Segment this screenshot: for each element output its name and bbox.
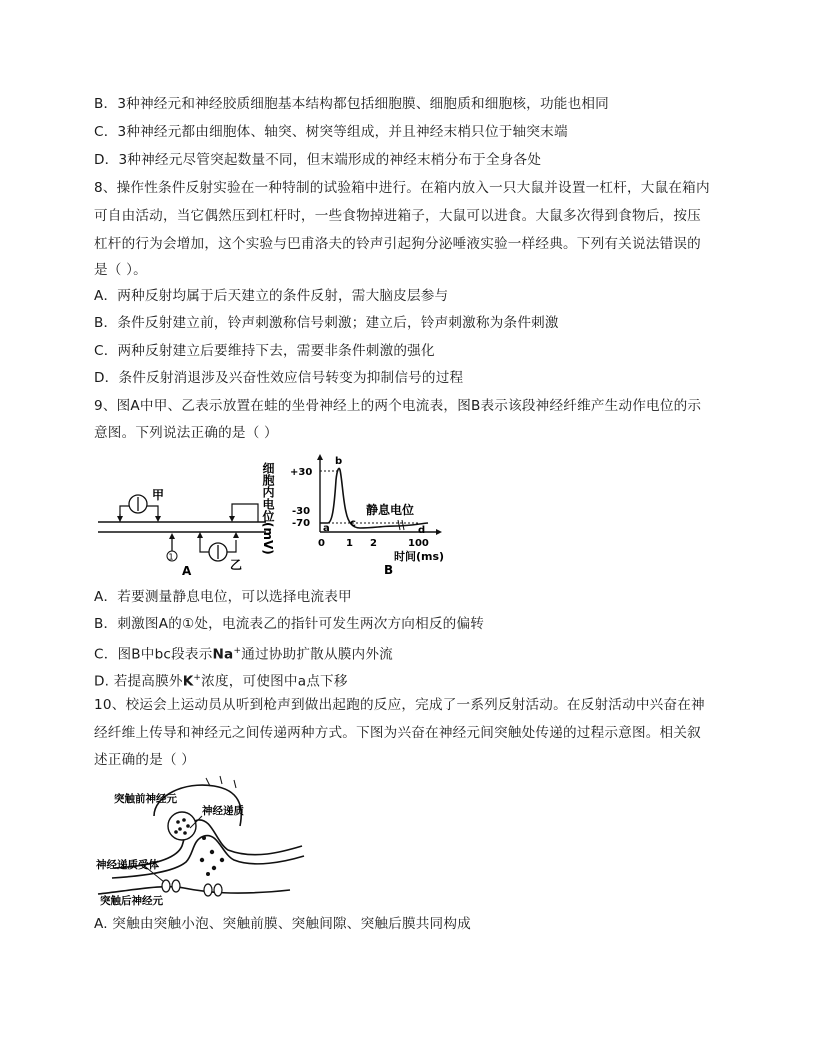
ytick-minus30: -30 xyxy=(292,506,311,517)
resting-potential-label: 静息电位 xyxy=(366,503,415,517)
option-a-q10: A. 突触由突触小泡、突触前膜、突触间隙、突触后膜共同构成 xyxy=(94,916,471,932)
stimulus-point-label: 1 xyxy=(168,552,174,562)
option-c-q9-text-pre: C．图B中bc段表示 xyxy=(94,646,213,663)
point-a: a xyxy=(323,523,330,534)
option-b-q9: B．刺激图A的①处，电流表乙的指针可发生两次方向相反的偏转 xyxy=(94,616,485,632)
figure-b-label: B xyxy=(384,563,394,577)
sodium-charge: + xyxy=(233,646,242,656)
question-8-line-1: 8、操作性条件反射实验在一种特制的试验箱中进行。在箱内放入一只大鼠并设置一杠杆，大鼠在箱内 xyxy=(94,180,710,196)
receptor-label: 神经递质受体 xyxy=(96,859,159,871)
question-8-line-4: 是（ ）。 xyxy=(94,262,147,278)
question-10-line-3: 述正确的是（ ） xyxy=(94,752,196,768)
option-c-q9-text-post: 通过协助扩散从膜内外流 xyxy=(241,646,393,663)
option-c-q7: C．3种神经元都由细胞体、轴突、树突等组成，并且神经末梢只位于轴突末端 xyxy=(94,124,568,140)
point-c: c xyxy=(350,518,356,529)
xtick-100: 100 xyxy=(408,538,429,549)
question-8-line-2: 可自由活动，当它偶然压到杠杆时，一些食物掉进箱子，大鼠可以进食。大鼠多次得到食物后，按压 xyxy=(94,208,701,224)
potassium-charge: + xyxy=(193,673,202,683)
presynaptic-neuron-label: 突触前神经元 xyxy=(114,793,177,805)
synapse-diagram xyxy=(94,776,314,906)
question-8-line-3: 杠杆的行为会增加，这个实验与巴甫洛夫的铃声引起狗分泌唾液实验一样经典。下列有关说法错误的 xyxy=(94,236,701,252)
point-d: d xyxy=(418,525,426,536)
option-c-q9 xyxy=(94,641,393,665)
postsynaptic-neuron-label: 突触后神经元 xyxy=(100,895,163,907)
option-b-q7: B．3种神经元和神经胶质细胞基本结构都包括细胞膜、细胞质和细胞核，功能也相同 xyxy=(94,96,609,112)
meter-yi-label: 乙 xyxy=(230,558,243,572)
xtick-1: 1 xyxy=(346,538,353,549)
meter-jia-label: 甲 xyxy=(152,488,165,502)
sodium-ion: Na xyxy=(212,646,234,663)
question-10-line-2: 经纤维上传导和神经元之间传递两种方式。下图为兴奋在神经元间突触处传递的过程示意图。相关叙 xyxy=(94,725,701,741)
xtick-2: 2 xyxy=(370,538,377,549)
option-b-q8: B．条件反射建立前，铃声刺激称信号刺激；建立后，铃声刺激称为条件刺激 xyxy=(94,315,559,331)
question-10-line-1: 10、校运会上运动员从听到枪声到做出起跑的反应，完成了一系列反射活动。在反射活动中兴奋在神 xyxy=(94,697,705,713)
option-d-q7: D．3种神经元尽管突起数量不同，但末端形成的神经末梢分布于全身各处 xyxy=(94,152,542,168)
option-c-q8: C．两种反射建立后要维持下去，需要非条件刺激的强化 xyxy=(94,343,435,359)
figure-a-label: A xyxy=(182,564,192,578)
question-9-line-1: 9、图A中甲、乙表示放置在蛙的坐骨神经上的两个电流表，图B表示该段神经纤维产生动作电位的示 xyxy=(94,398,702,414)
figure-b-action-potential-chart xyxy=(261,450,448,580)
potassium-ion: K xyxy=(182,673,194,690)
option-d-q8: D．条件反射消退涉及兴奋性效应信号转变为抑制信号的过程 xyxy=(94,370,464,386)
point-b: b xyxy=(335,456,343,467)
figure-b-ylabel: 细胞内电位(mV) xyxy=(261,462,275,555)
option-d-q9-text-post: 浓度，可使图中a点下移 xyxy=(201,673,348,690)
xtick-0: 0 xyxy=(318,538,325,549)
question-9-line-2: 意图。下列说法正确的是（ ） xyxy=(94,425,278,441)
option-a-q9: A．若要测量静息电位，可以选择电流表甲 xyxy=(94,589,352,605)
ytick-plus30: +30 xyxy=(290,467,313,478)
option-a-q8: A．两种反射均属于后天建立的条件反射，需大脑皮层参与 xyxy=(94,288,449,304)
option-d-q9 xyxy=(94,668,348,692)
ytick-minus70: -70 xyxy=(292,518,311,529)
figure-a-nerve-diagram xyxy=(96,480,268,580)
figure-b-xlabel: 时间(ms) xyxy=(394,550,445,563)
neurotransmitter-label: 神经递质 xyxy=(202,805,244,817)
option-d-q9-text-pre: D. 若提高膜外 xyxy=(94,673,183,690)
